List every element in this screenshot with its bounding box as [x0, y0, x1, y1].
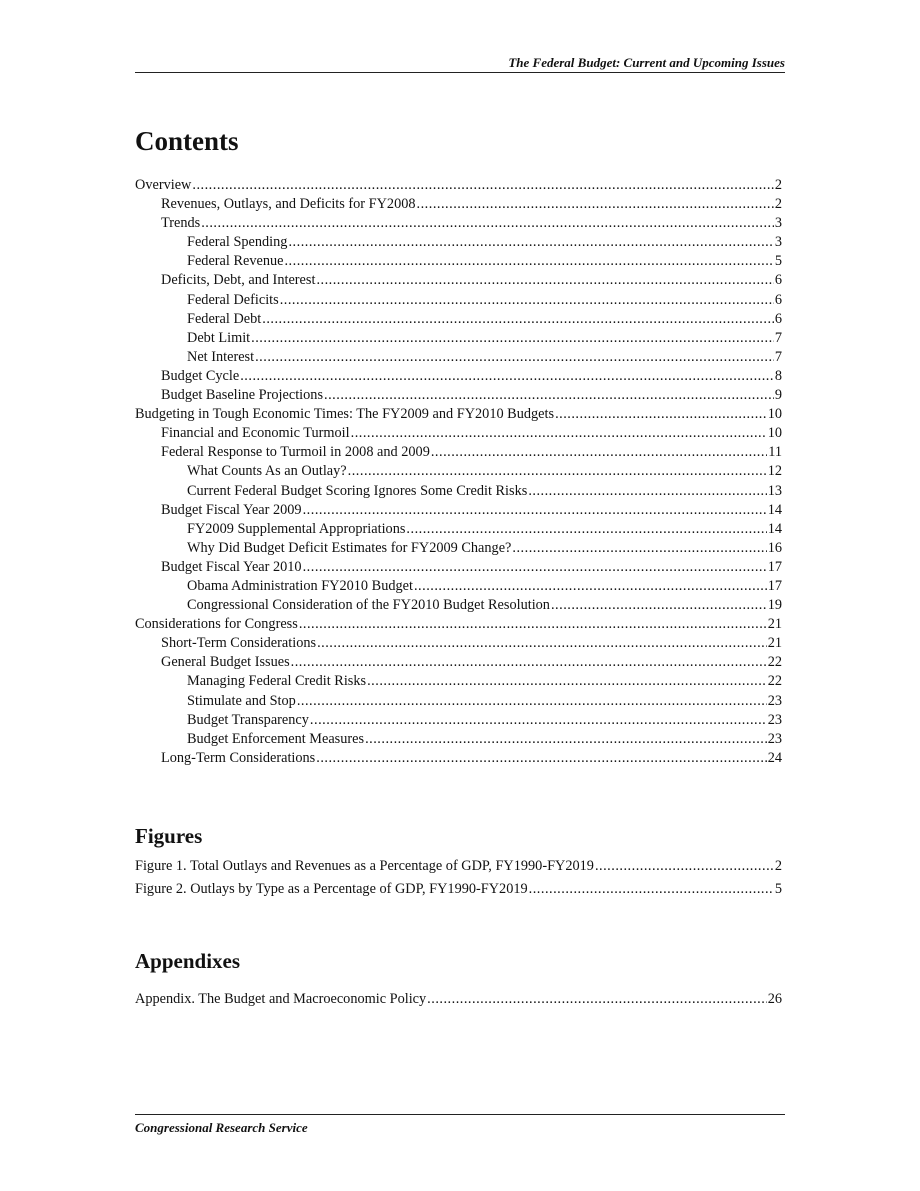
toc-entry[interactable] [135, 195, 782, 214]
dot-leader [201, 214, 774, 233]
dot-leader [367, 672, 767, 691]
toc-page-number[interactable]: 6 [774, 272, 782, 289]
dot-leader [251, 329, 774, 348]
toc-entry-title[interactable]: Managing Federal Credit Risks [187, 673, 367, 690]
dot-leader [262, 310, 774, 329]
toc-page-number[interactable]: 21 [767, 616, 782, 633]
toc-page-number[interactable]: 14 [767, 501, 782, 518]
dot-leader [551, 596, 767, 615]
toc-page-number[interactable]: 6 [774, 291, 782, 308]
dot-leader [417, 195, 774, 214]
dot-leader [280, 291, 774, 310]
dot-leader [288, 233, 773, 252]
header-rule [135, 72, 785, 73]
toc-entry[interactable] [135, 233, 782, 252]
toc-page-number[interactable]: 17 [767, 577, 782, 594]
toc-page-number[interactable]: 5 [774, 881, 782, 897]
toc-page-number[interactable]: 13 [767, 482, 782, 499]
dot-leader [192, 176, 773, 195]
toc-entry-title[interactable]: Federal Debt [187, 310, 262, 327]
toc-entry[interactable] [135, 672, 782, 691]
toc-page-number[interactable]: 3 [774, 215, 782, 232]
dot-leader [297, 692, 767, 711]
toc-page-number[interactable]: 21 [767, 635, 782, 652]
toc-entry[interactable] [135, 271, 782, 290]
toc-entry-title[interactable]: Budget Baseline Projections [161, 387, 324, 404]
toc-entry[interactable] [135, 730, 782, 749]
toc-entry-title[interactable]: Long-Term Considerations [161, 749, 316, 766]
toc-entry-title[interactable]: Current Federal Budget Scoring Ignores Some Credit Risks [187, 482, 528, 499]
figure-entry[interactable] [135, 857, 782, 880]
toc-entry-title[interactable]: Federal Deficits [187, 291, 279, 308]
toc-page-number[interactable]: 7 [774, 329, 782, 346]
contents-title: Contents [135, 126, 239, 156]
toc-entry[interactable] [135, 367, 782, 386]
toc-entry[interactable] [135, 749, 782, 768]
toc-page-number[interactable]: 22 [767, 654, 782, 671]
running-header: The Federal Budget: Current and Upcoming Issues [508, 55, 785, 70]
toc-entry-title[interactable]: Budget Fiscal Year 2009 [161, 501, 302, 518]
toc-entry[interactable] [135, 386, 782, 405]
toc-page-number[interactable]: 12 [767, 463, 782, 480]
figure-entry[interactable] [135, 880, 782, 903]
toc-entry[interactable] [135, 252, 782, 271]
dot-leader [595, 857, 774, 876]
toc-entry-title[interactable]: Net Interest [187, 348, 255, 365]
dot-leader [529, 880, 774, 899]
dot-leader [255, 348, 774, 367]
dot-leader [351, 424, 767, 443]
dot-leader [555, 405, 767, 424]
figures-list [135, 857, 782, 903]
toc-entry-title[interactable]: Figure 2. Outlays by Type as a Percentage of GDP, FY1990-FY2019 [135, 881, 528, 897]
toc-entry[interactable] [135, 310, 782, 329]
toc-entry-title[interactable]: Figure 1. Total Outlays and Revenues as a Percentage of GDP, FY1990-FY2019 [135, 858, 594, 874]
toc-entry[interactable] [135, 520, 782, 539]
toc-page-number[interactable]: 17 [767, 558, 782, 575]
toc-entry[interactable] [135, 596, 782, 615]
dot-leader [324, 386, 774, 405]
toc-entry-title[interactable]: Deficits, Debt, and Interest [161, 272, 316, 289]
toc-entry-title[interactable]: Debt Limit [187, 329, 251, 346]
toc-entry[interactable] [135, 405, 782, 424]
toc-entry-title[interactable]: Budget Fiscal Year 2010 [161, 558, 302, 575]
dot-leader [310, 711, 767, 730]
toc-entry[interactable] [135, 577, 782, 596]
toc-page-number[interactable]: 2 [774, 858, 782, 874]
toc-entry-title[interactable]: Financial and Economic Turmoil [161, 425, 350, 442]
appendix-entry[interactable] [135, 990, 782, 1013]
toc-entry[interactable] [135, 329, 782, 348]
dot-leader [316, 749, 766, 768]
toc-entry-title[interactable]: Appendix. The Budget and Macroeconomic Policy [135, 991, 427, 1007]
toc-entry[interactable] [135, 462, 782, 481]
toc-entry-title[interactable]: FY2009 Supplemental Appropriations [187, 520, 406, 537]
dot-leader [303, 558, 767, 577]
toc-entry[interactable] [135, 443, 782, 462]
dot-leader [317, 634, 767, 653]
toc-entry[interactable] [135, 539, 782, 558]
toc-entry[interactable] [135, 482, 782, 501]
toc-page-number[interactable]: 11 [768, 444, 782, 461]
toc-entry-title[interactable]: Budget Enforcement Measures [187, 730, 365, 747]
toc-entry-title[interactable]: Overview [135, 177, 192, 193]
toc-page-number[interactable]: 26 [767, 991, 782, 1007]
toc-entry[interactable] [135, 501, 782, 520]
running-footer: Congressional Research Service [135, 1120, 308, 1135]
toc-page-number[interactable]: 24 [767, 749, 782, 766]
toc-entry-title[interactable]: Stimulate and Stop [187, 692, 296, 709]
toc-page-number[interactable]: 3 [774, 234, 782, 251]
toc-page-number[interactable]: 23 [767, 692, 782, 709]
toc-entry[interactable] [135, 558, 782, 577]
toc-entry-title[interactable]: Federal Spending [187, 234, 288, 251]
toc-page-number[interactable]: 10 [767, 406, 782, 423]
toc-entry-title[interactable]: Why Did Budget Deficit Estimates for FY2009 Change? [187, 539, 512, 556]
toc-entry-title[interactable]: Short-Term Considerations [161, 635, 317, 652]
dot-leader [512, 539, 766, 558]
toc-entry[interactable] [135, 615, 782, 634]
toc-page-number[interactable]: 10 [767, 425, 782, 442]
toc-page-number[interactable]: 8 [774, 367, 782, 384]
toc-entry-title[interactable]: Budget Transparency [187, 711, 309, 728]
appendixes-list [135, 990, 782, 1013]
toc-page-number[interactable]: 2 [774, 177, 782, 193]
toc-page-number[interactable]: 23 [767, 730, 782, 747]
toc-entry[interactable] [135, 214, 782, 233]
dot-leader [240, 367, 774, 386]
toc-entry[interactable] [135, 291, 782, 310]
figures-heading: Figures [135, 824, 203, 848]
toc-page-number[interactable]: 2 [774, 196, 782, 213]
toc-entry-title[interactable]: Considerations for Congress [135, 616, 298, 633]
toc-entry[interactable] [135, 424, 782, 443]
toc-page-number[interactable]: 9 [774, 387, 782, 404]
toc-page-number[interactable]: 7 [774, 348, 782, 365]
toc-entry-title[interactable]: Revenues, Outlays, and Deficits for FY2008 [161, 196, 416, 213]
dot-leader [303, 501, 767, 520]
toc-entry-title[interactable]: Federal Revenue [187, 253, 284, 270]
dot-leader [427, 990, 767, 1009]
toc-entry[interactable] [135, 692, 782, 711]
contents-list [135, 176, 782, 768]
dot-leader [528, 482, 766, 501]
toc-page-number[interactable]: 22 [767, 673, 782, 690]
dot-leader [299, 615, 767, 634]
toc-page-number[interactable]: 6 [774, 310, 782, 327]
dot-leader [316, 271, 773, 290]
toc-entry[interactable] [135, 176, 782, 195]
toc-entry-title[interactable]: Federal Response to Turmoil in 2008 and 2009 [161, 444, 430, 461]
appendixes-heading: Appendixes [135, 949, 241, 973]
toc-page-number[interactable]: 16 [767, 539, 782, 556]
toc-entry[interactable] [135, 348, 782, 367]
dot-leader [414, 577, 767, 596]
toc-entry-title[interactable]: Obama Administration FY2010 Budget [187, 577, 413, 594]
footer-rule [135, 1114, 785, 1115]
toc-entry[interactable] [135, 653, 782, 672]
toc-entry-title[interactable]: Budget Cycle [161, 367, 240, 384]
dot-leader [348, 462, 767, 481]
toc-entry-title[interactable]: What Counts As an Outlay? [187, 463, 347, 480]
toc-entry-title[interactable]: Congressional Consideration of the FY2010 Budget Resolution [187, 597, 550, 614]
dot-leader [431, 443, 767, 462]
toc-entry-title[interactable]: General Budget Issues [161, 654, 290, 671]
toc-page-number[interactable]: 14 [767, 520, 782, 537]
toc-entry-title[interactable]: Budgeting in Tough Economic Times: The FY2009 and FY2010 Budgets [135, 406, 555, 423]
dot-leader [291, 653, 767, 672]
toc-entry[interactable] [135, 711, 782, 730]
dot-leader [284, 252, 773, 271]
dot-leader [365, 730, 767, 749]
toc-entry[interactable] [135, 634, 782, 653]
toc-page-number[interactable]: 23 [767, 711, 782, 728]
toc-entry-title[interactable]: Trends [161, 215, 201, 232]
dot-leader [406, 520, 766, 539]
toc-page-number[interactable]: 5 [774, 253, 782, 270]
toc-page-number[interactable]: 19 [767, 597, 782, 614]
